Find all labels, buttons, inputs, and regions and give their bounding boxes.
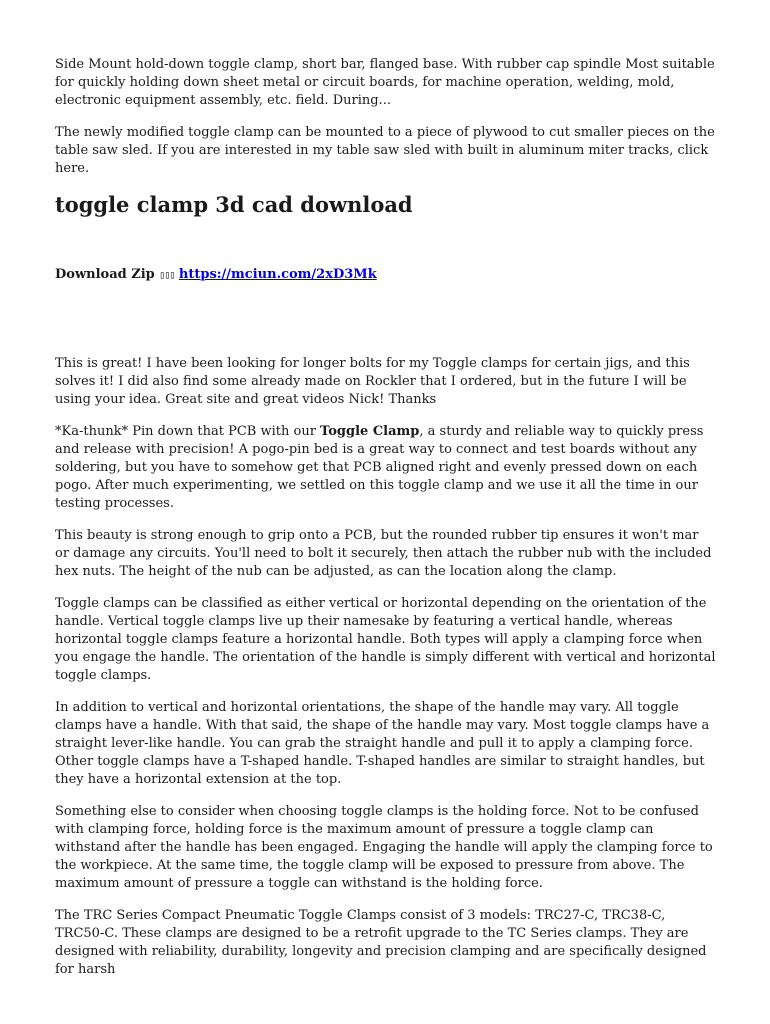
page-title: toggle clamp 3d cad download [55,192,413,217]
download-label: Download Zip [55,267,155,282]
kathunk-text-end: , a sturdy and reliable way to quickly press and release with precision! A pogo-pin bed is a great way to connect and test boards without any soldering, but you have to somehow get that PCB aligned right and evenly pressed down on each pogo. After much experimenting, we settled on this toggle clamp and we use it all the time in our testing processes. [55,424,704,511]
orientation-paragraph: Toggle clamps can be classified as either vertical or horizontal depending on the orientation of the handle. Vertical toggle clamps live up their namesake by featuring a vertical handle, whereas horizontal toggle clamps feature a horizontal handle. Both types will apply a clamping force when you engage the handle. The orientation of the handle is simply different with vertical and horizontal toggle clamps. [55,596,716,683]
pcb-grip-paragraph: This beauty is strong enough to grip onto a PCB, but the rounded rubber tip ensures it won't mar or damage any circuits. You'll need to bolt it securely, then attach the rubber nub with the included hex nuts. The height of the nub can be adjusted, as can the location along the clamp. [55,528,712,579]
download-glyphs: ▯▯▯ [159,270,175,281]
intro-paragraph: Side Mount hold-down toggle clamp, short bar, flanged base. With rubber cap spindle Most suitable for quickly holding down sheet metal or circuit boards, for machine operation, welding, mold, electronic equipment assembly, etc. field. During... [55,57,715,108]
download-line [55,266,716,285]
trc-series-paragraph: The TRC Series Compact Pneumatic Toggle Clamps consist of 3 models: TRC27-C, TRC38-C, TRC50-C. These clamps are designed to be a retrofit upgrade to the TC Series clamps. They are designed with reliability, durability, longevity and precision clamping and are specifically designed for harsh [55,908,707,977]
download-link[interactable]: https://mciun.com/2xD3Mk [178,267,377,282]
kathunk-text-start: *Ka-thunk* Pin down that PCB with our [55,424,321,439]
holding-force-paragraph: Something else to consider when choosing toggle clamps is the holding force. Not to be confused with clamping force, holding force is the maximum amount of pressure a toggle clamp can withstand after the handle has been engaged. Engaging the handle will apply the clamping force to the workpiece. At the same time, the toggle clamp will be exposed to pressure from above. The maximum amount of pressure a toggle can withstand is the holding force. [55,804,713,891]
kathunk-paragraph [55,423,716,513]
handle-shape-paragraph: In addition to vertical and horizontal orientations, the shape of the handle may vary. All toggle clamps have a handle. With that said, the shape of the handle may vary. Most toggle clamps have a straight lever-like handle. You can grab the straight handle and pull it to apply a clamping force. Other toggle clamps have a T-shaped handle. T-shaped handles are similar to straight handles, but they have a horizontal extension at the top. [55,700,710,787]
table-saw-paragraph: The newly modified toggle clamp can be mounted to a piece of plywood to cut smaller pieces on the table saw sled. If you are interested in my table saw sled with built in aluminum miter tracks, click here. [55,125,715,176]
comment-paragraph: This is great! I have been looking for longer bolts for my Toggle clamps for certain jigs, and this solves it! I did also find some already made on Rockler that I ordered, but in the future I will be using your idea. Great site and great videos Nick! Thanks [55,356,690,407]
toggle-clamp-bold: Toggle Clamp [320,424,420,439]
